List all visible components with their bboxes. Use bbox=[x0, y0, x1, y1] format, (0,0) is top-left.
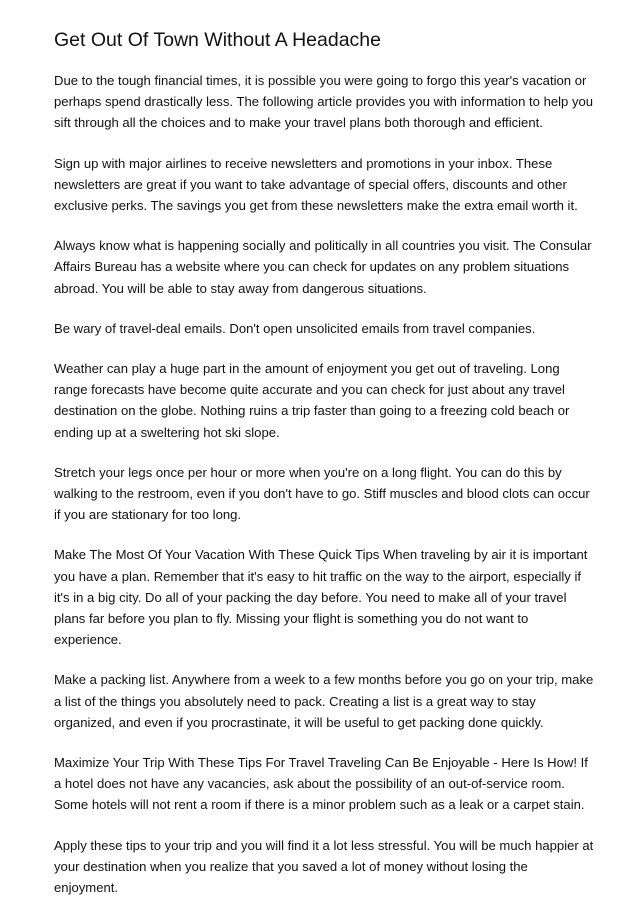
document-page bbox=[54, 27, 594, 917]
paragraph-10: Apply these tips to your trip and you will find it a lot less stressful. You will be much happier at your destination when you realize that you saved a lot of money without losing the enjoyment. bbox=[54, 837, 594, 896]
paragraph-1: Due to the tough financial times, it is possible you were going to forgo this year's vacation or perhaps spend drastically less. The following article provides you with information to help you sift through all the choices and to make your travel plans both thorough and efficient. bbox=[54, 73, 594, 131]
paragraph-7: Make The Most Of Your Vacation With These Quick Tips When traveling by air it is important you have a plan. Remember that it's easy to hit traffic on the way to the airport, especially if it's in a big city. Do all of your packing the day before. You need to make all of your travel plans far before you plan to fly. Missing your flight is something you do not want to experience. bbox=[54, 547, 588, 648]
paragraph-6: Stretch your legs once per hour or more when you're on a long flight. You can do this by walking to the restroom, even if you don't have to go. Stiff muscles and blood clots can occur if you are stationary for too long. bbox=[54, 464, 590, 523]
paragraph-2: Sign up with major airlines to receive newsletters and promotions in your inbox. These newsletters are great if you want to take advantage of special offers, discounts and other exclusive perks. The savings you get from these newsletters make the extra email worth it. bbox=[54, 155, 578, 214]
paragraph-3: Always know what is happening socially and politically in all countries you visit. The Consular Affairs Bureau has a website where you can check for updates on any problem situations abroad. You will be able to stay away from dangerous situations. bbox=[54, 238, 592, 296]
paragraph-9: Maximize Your Trip With These Tips For Travel Traveling Can Be Enjoyable - Here Is How! If a hotel does not have any vacancies, ask about the possibility of an out-of-service room. Some hotels will not rent a room if there is a minor problem such as a leak or a carpet stain. bbox=[54, 755, 588, 813]
document-title: Get Out Of Town Without A Headache bbox=[54, 29, 381, 51]
paragraph-4: Be wary of travel-deal emails. Don't open unsolicited emails from travel companies. bbox=[54, 320, 536, 336]
paragraph-8: Make a packing list. Anywhere from a week to a few months before you go on your trip, make a list of the things you absolutely need to pack. Creating a list is a great way to stay organized, and even if you procrastinate, it will be useful to get packing done quickly. bbox=[54, 672, 594, 730]
paragraph-5: Weather can play a huge part in the amount of enjoyment you get out of traveling. Long range forecasts have become quite accurate and you can check for just about any travel destination on the globe. Nothing ruins a trip faster than going to a freezing cold beach or ending up at a sweltering hot ski slope. bbox=[54, 361, 570, 440]
